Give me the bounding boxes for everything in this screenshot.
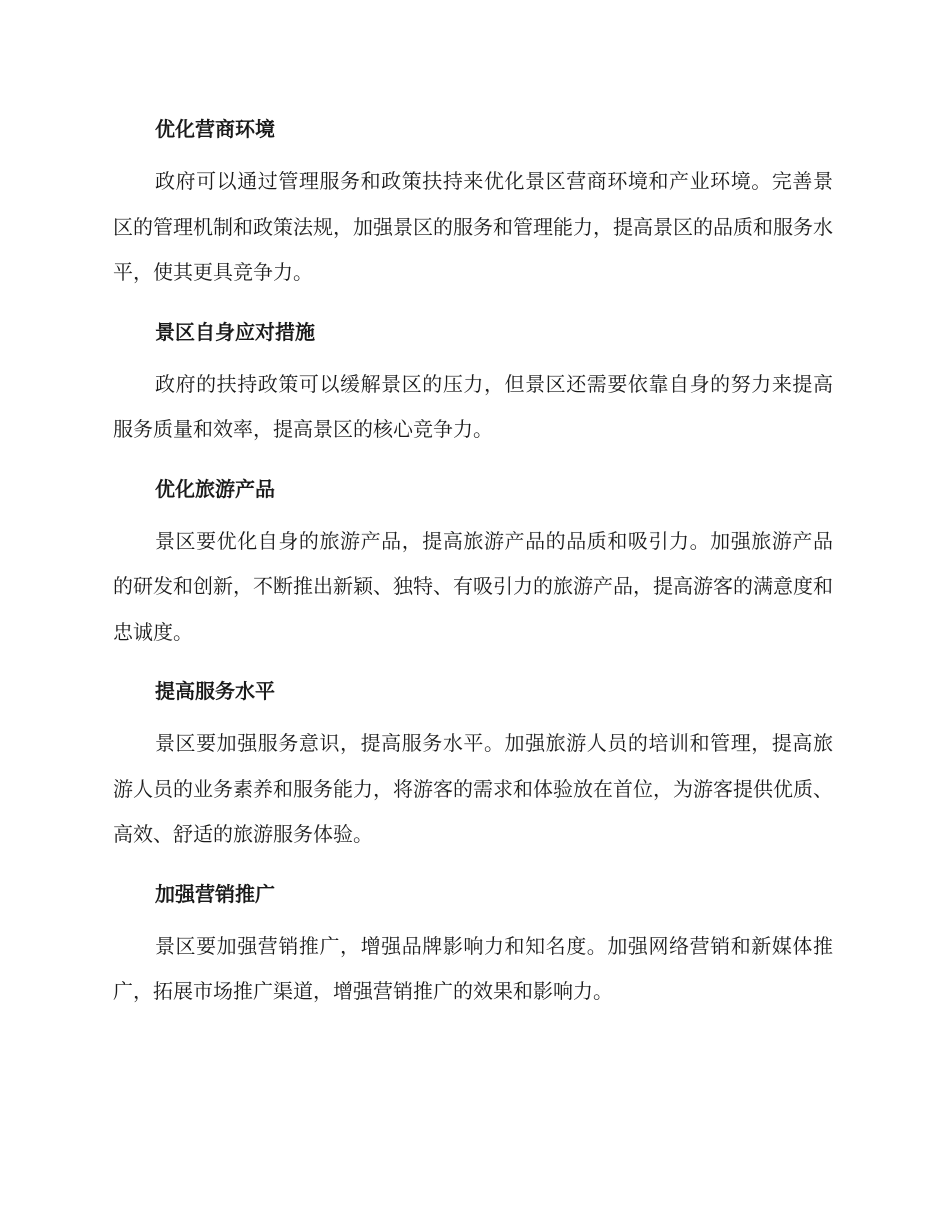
- section-marketing: [113, 873, 833, 1015]
- document-page: [113, 108, 833, 1030]
- section-heading: 优化营商环境: [155, 117, 275, 141]
- section-service-level: [113, 670, 833, 858]
- section-paragraph: 政府可以通过管理服务和政策扶持来优化景区营商环境和产业环境。完善景区的管理机制和政策法规，加强景区的服务和管理能力，提高景区的品质和服务水平，使其更具竞争力。: [113, 169, 833, 284]
- section-heading: 景区自身应对措施: [155, 319, 315, 344]
- section-self-measures: [113, 311, 833, 453]
- section-paragraph: 景区要加强服务意识，提高服务水平。加强旅游人员的培训和管理，提高旅游人员的业务素养和服务能力，将游客的需求和体验放在首位，为游客提供优质、高效、舒适的旅游服务体验。: [113, 731, 833, 846]
- section-paragraph: 景区要优化自身的旅游产品，提高旅游产品的品质和吸引力。加强旅游产品的研发和创新，不断推出新颖、独特、有吸引力的旅游产品，提高游客的满意度和忠诚度。: [113, 528, 833, 644]
- section-paragraph: 景区要加强营销推广，增强品牌影响力和知名度。加强网络营销和新媒体推广，拓展市场推广渠道，增强营销推广的效果和影响力。: [113, 933, 833, 1003]
- section-heading: 优化旅游产品: [155, 476, 275, 501]
- section-paragraph: 政府的扶持政策可以缓解景区的压力，但景区还需要依靠自身的努力来提高服务质量和效率，提高景区的核心竞争力。: [113, 371, 833, 441]
- section-business-environment: [113, 108, 833, 296]
- section-heading: 加强营销推广: [155, 881, 275, 906]
- section-tourism-products: [113, 468, 833, 656]
- section-heading: 提高服务水平: [155, 679, 275, 703]
